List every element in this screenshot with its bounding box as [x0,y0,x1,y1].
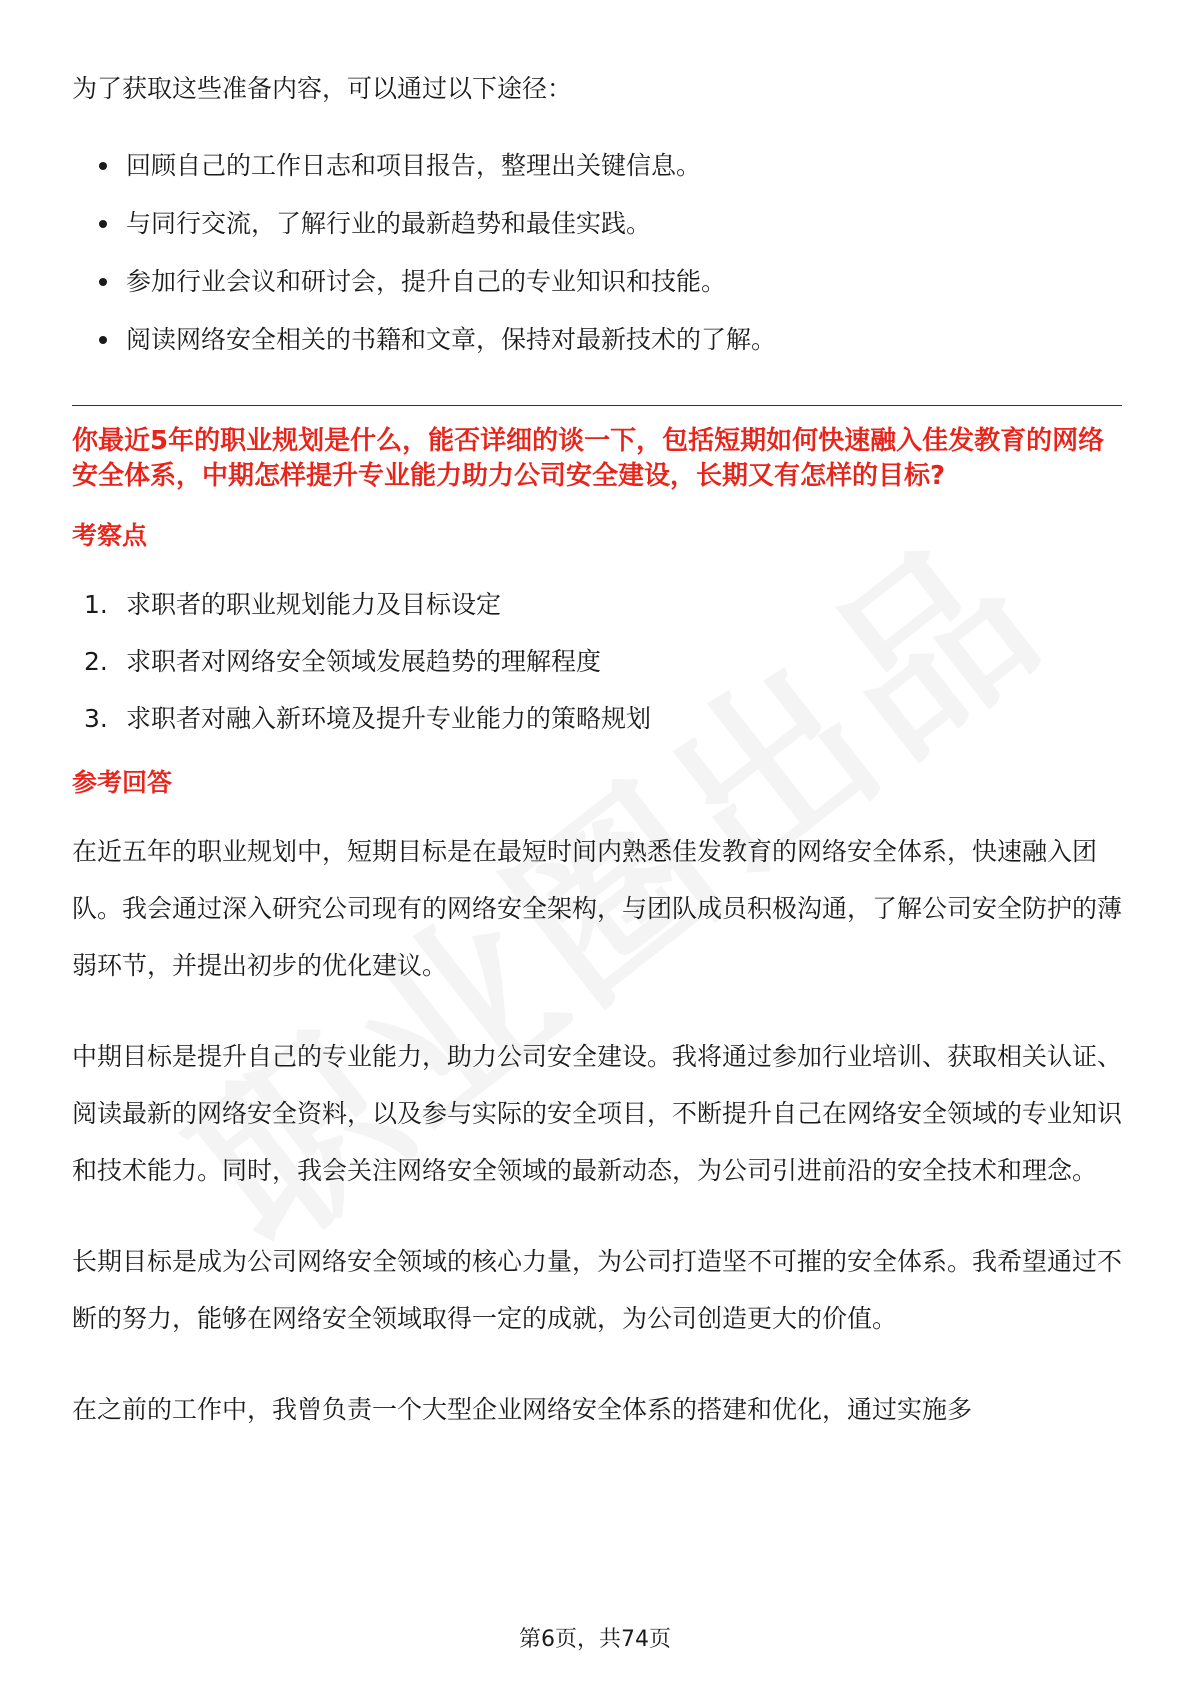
list-item [72,690,1122,747]
list-item: 回顾自己的工作日志和项目报告，整理出关键信息。 [72,137,1122,195]
section-divider [72,405,1122,406]
list-item [72,576,1122,633]
item-number: 2. [84,647,108,676]
answer-paragraph: 长期目标是成为公司网络安全领域的核心力量，为公司打造坚不可摧的安全体系。我希望通过不断的努力，能够在网络安全领域取得一定的成就，为公司创造更大的价值。 [72,1247,1123,1333]
item-text: 求职者对融入新环境及提升专业能力的策略规划 [126,704,652,733]
page-number: 第6页，共74页 [519,1627,671,1652]
question-heading: 你最近5年的职业规划是什么，能否详细的谈一下，包括短期如何快速融入佳发教育的网络安全体系，中期怎样提升专业能力助力公司安全建设，长期又有怎样的目标? [72,426,1105,491]
answer-label: 参考回答 [72,768,173,797]
points-label: 考察点 [72,521,148,550]
answer-paragraph: 在之前的工作中，我曾负责一个大型企业网络安全体系的搭建和优化，通过实施多 [72,1395,973,1424]
item-text: 求职者对网络安全领域发展趋势的理解程度 [126,647,602,676]
list-item [72,633,1122,690]
item-number: 1. [84,590,108,619]
list-item: 阅读网络安全相关的书籍和文章，保持对最新技术的了解。 [72,311,1122,369]
list-item: 参加行业会议和研讨会，提升自己的专业知识和技能。 [72,253,1122,311]
points-list [72,576,1122,747]
answer-paragraph: 中期目标是提升自己的专业能力，助力公司安全建设。我将通过参加行业培训、获取相关认证、阅读最新的网络安全资料，以及参与实际的安全项目，不断提升自己在网络安全领域的专业知识和技术能力。同时，我会关注网络安全领域的最新动态，为公司引进前沿的安全技术和理念。 [72,1042,1123,1185]
list-item: 与同行交流，了解行业的最新趋势和最佳实践。 [72,195,1122,253]
bullet-list [72,137,1122,369]
item-text: 求职者的职业规划能力及目标设定 [126,590,502,619]
intro-paragraph: 为了获取这些准备内容，可以通过以下途径： [72,74,573,103]
answer-paragraph: 在近五年的职业规划中，短期目标是在最短时间内熟悉佳发教育的网络安全体系，快速融入团队。我会通过深入研究公司现有的网络安全架构，与团队成员积极沟通，了解公司安全防护的薄弱环节，并提出初步的优化建议。 [72,837,1123,980]
page-content [72,60,1122,1438]
item-number: 3. [84,704,108,733]
